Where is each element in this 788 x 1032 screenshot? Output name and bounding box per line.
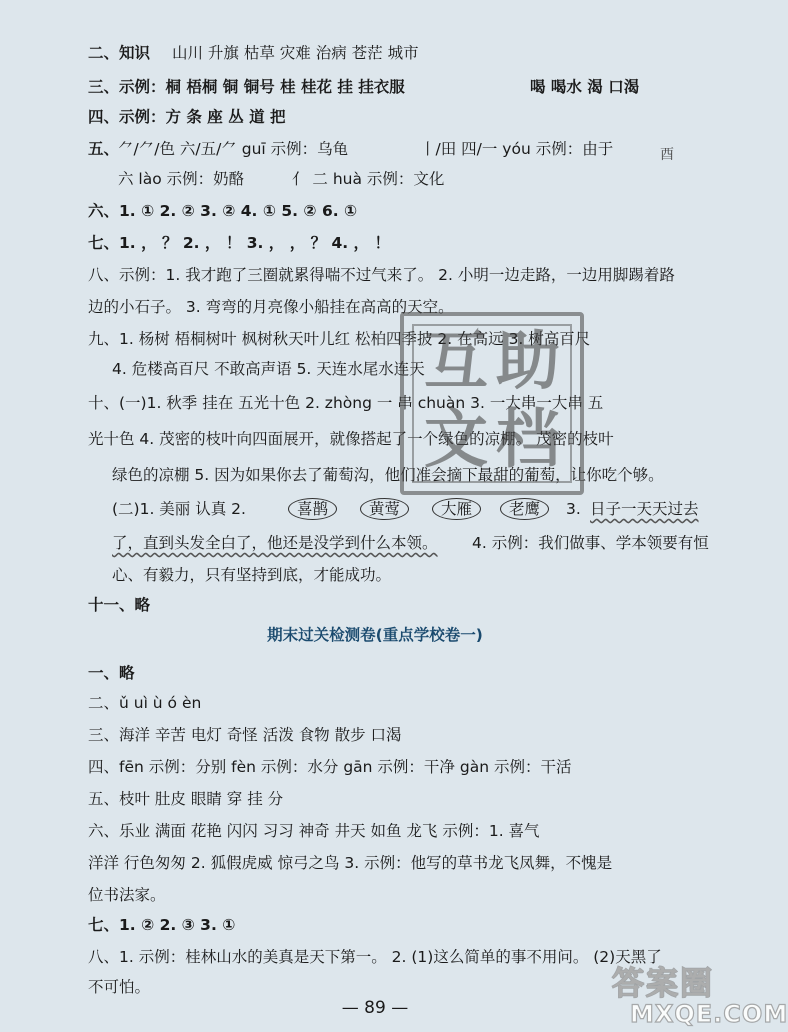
answer-text: 十、(一)1. 秋季 挂在 五光十色 2. zhòng 一 串 chuàn 3. 一大串一大串 五 xyxy=(88,394,604,412)
exam-line-6b xyxy=(0,848,750,878)
answer-line-9 xyxy=(0,324,750,354)
answer-text: 4. 危楼高百尺 不敢高声语 5. 天连水尾水连天 xyxy=(112,360,425,378)
answer-text: (二)1. 美丽 认真 2. xyxy=(112,500,246,518)
exam-line-1 xyxy=(0,658,750,688)
answer-text: 光十色 4. 茂密的枝叶向四面展开，就像搭起了一个绿色的凉棚。 茂密的枝叶 xyxy=(88,430,614,448)
section-label: 五、 xyxy=(88,140,120,158)
exam-line-6 xyxy=(0,816,750,846)
answer-text: 绿色的凉棚 5. 因为如果你去了葡萄沟，他们准会摘下最甜的葡萄，让你吃个够。 xyxy=(112,466,664,484)
answer-text: 丨/田 四/一 yóu 示例：由于 xyxy=(420,140,614,158)
answer-text: 亻 二 huà 示例：文化 xyxy=(292,170,445,188)
answer-text: 山川 升旗 枯草 灾难 治病 苍茫 城市 xyxy=(172,44,419,62)
answer-line-2 xyxy=(0,38,750,68)
answer-text: 喝 喝水 渴 口渴 xyxy=(530,78,640,96)
answer-text: 五、枝叶 肚皮 眼睛 穿 挂 分 xyxy=(88,790,284,808)
answer-line-4 xyxy=(0,102,750,132)
answer-line-6 xyxy=(0,196,750,226)
exam-line-5 xyxy=(0,784,750,814)
answer-text: 4. 示例：我们做事、学本领要有恒 xyxy=(472,534,709,552)
circled-word: 喜鹊 xyxy=(288,498,337,520)
answer-text: 不可怕。 xyxy=(88,978,151,996)
watermark-url: MXQE.COM xyxy=(630,1000,788,1028)
stamp-char: 文 xyxy=(424,402,488,477)
answer-text: 3. xyxy=(566,500,581,518)
answer-line-10f xyxy=(0,560,750,590)
page-number: — 89 — xyxy=(341,998,409,1018)
exam-line-2 xyxy=(0,688,750,718)
answer-text: 八、1. 示例：桂林山水的美真是天下第一。 2. (1)这么简单的事不用问。 (2)天黑了 xyxy=(88,948,662,966)
section-label: 二、知识 xyxy=(88,44,151,62)
answer-line-10d xyxy=(0,494,750,524)
site-watermark xyxy=(612,958,788,1030)
answer-line-10c xyxy=(0,460,750,490)
answer-line-7 xyxy=(0,228,750,258)
exam-line-4 xyxy=(0,752,750,782)
stamp-char: 助 xyxy=(496,324,560,399)
answer-text: 洋洋 行色匆匆 2. 狐假虎威 惊弓之鸟 3. 示例：他写的草书龙飞凤舞，不愧是 xyxy=(88,854,613,872)
underlined-text: 了，直到头发全白了，他还是没学到什么本领。 xyxy=(112,534,438,552)
answer-text: 六、乐业 满面 花艳 闪闪 习习 神奇 井天 如鱼 龙飞 示例：1. 喜气 xyxy=(88,822,540,840)
answer-text: 四、示例：方 条 座 丛 道 把 xyxy=(88,108,286,126)
answer-line-5b xyxy=(0,164,750,194)
stamp-char: 互 xyxy=(424,324,488,399)
circled-word: 老鹰 xyxy=(500,498,549,520)
stamp-char: 档 xyxy=(496,402,560,477)
answer-line-9b xyxy=(0,354,750,384)
exam-line-6c xyxy=(0,880,750,910)
margin-mark: 酉 xyxy=(660,147,674,163)
answer-line-8 xyxy=(0,260,750,290)
exam-line-3 xyxy=(0,720,750,750)
answer-line-10 xyxy=(0,388,750,418)
answer-text: 一、略 xyxy=(88,664,135,682)
answer-text: 七、1. ， ？ 2. ， ！ 3. ， ， ？ 4. ， ！ xyxy=(88,234,390,252)
watermark-text: 答案圈 xyxy=(612,964,715,1002)
answer-line-3 xyxy=(0,72,750,102)
answer-text: 六、1. ① 2. ② 3. ② 4. ① 5. ② 6. ① xyxy=(88,202,358,220)
answer-text: ⺈/⺈/色 六/五/⺈ guī 示例：乌龟 xyxy=(118,140,349,158)
answer-text: 位书法家。 xyxy=(88,886,166,904)
answer-text: 四、fēn 示例：分别 fèn 示例：水分 gān 示例：干净 gàn 示例：干活 xyxy=(88,758,572,776)
answer-line-10e xyxy=(0,528,750,558)
circled-word: 大雁 xyxy=(432,498,481,520)
answer-text: 十一、略 xyxy=(88,596,151,614)
answer-line-11 xyxy=(0,590,750,620)
answer-line-8b xyxy=(0,292,750,322)
stamp-seal xyxy=(400,312,584,495)
exam-line-7 xyxy=(0,910,750,940)
answer-text: 二、ǔ uì ù ó èn xyxy=(88,694,202,712)
answer-text: 三、海洋 辛苦 电灯 奇怪 活泼 食物 散步 口渴 xyxy=(88,726,402,744)
answer-text: 心、有毅力，只有坚持到底，才能成功。 xyxy=(112,566,392,584)
answer-text: 七、1. ② 2. ③ 3. ① xyxy=(88,916,236,934)
answer-text: 九、1. 杨树 梧桐树叶 枫树秋天叶儿红 松柏四季披 2. 在高远 3. 树高百尺 xyxy=(88,330,591,348)
underlined-text: 日子一天天过去 xyxy=(590,500,699,518)
answer-text: 边的小石子。 3. 弯弯的月亮像小船挂在高高的天空。 xyxy=(88,298,454,316)
answer-text: 六 lào 示例：奶酪 xyxy=(118,170,245,188)
answer-text: 八、示例：1. 我才跑了三圈就累得喘不过气来了。 2. 小明一边走路，一边用脚踢着路 xyxy=(88,266,675,284)
section-title: 期末过关检测卷(重点学校卷一) xyxy=(267,626,483,644)
answer-text: 三、示例：桐 梧桐 铜 铜号 桂 桂花 挂 挂衣服 xyxy=(88,78,405,96)
answer-line-10b xyxy=(0,424,750,454)
circled-word: 黄莺 xyxy=(360,498,409,520)
answer-line-5 xyxy=(0,134,750,164)
